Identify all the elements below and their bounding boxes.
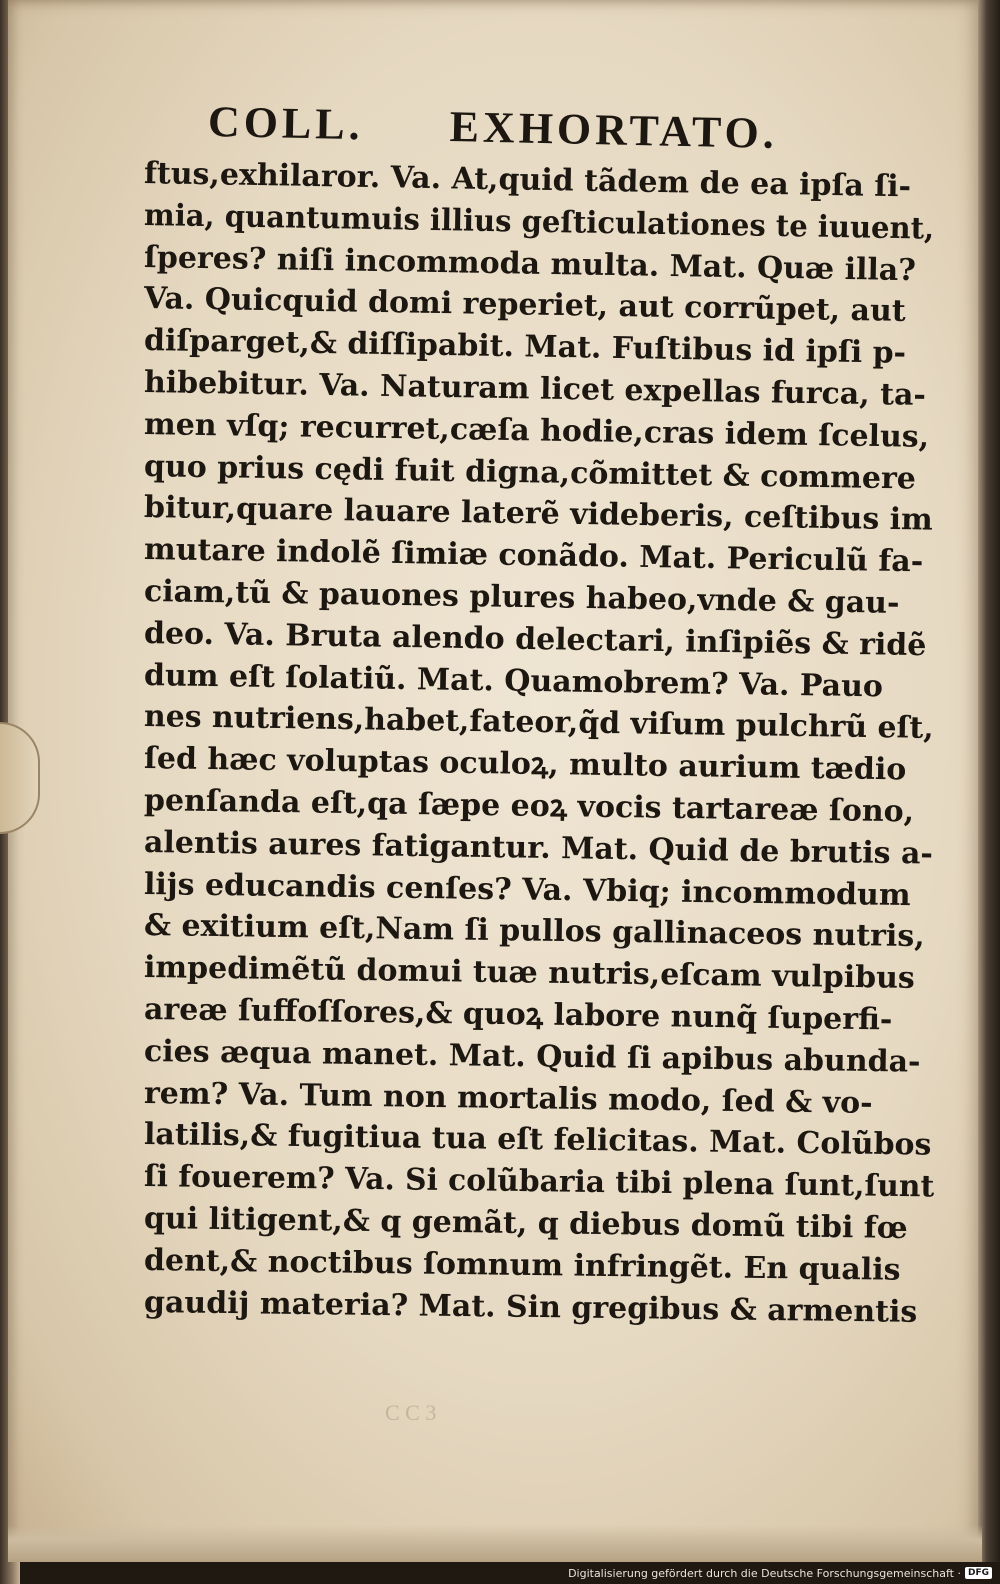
text-line: ciam,tũ & pauones plures habeo,vnde & gau- [143,573,900,621]
text-block [143,96,935,1330]
running-head-right: EXHORTATO. [449,102,779,158]
page-edge-right [978,0,1000,1562]
text-line: men vſq; recurret,cæſa hodie,cras idem ſcelus, [143,406,930,455]
text-line: nes nutriens,habet,fateor,q̃d viſum pulchrũ eſt, [143,699,934,747]
digitization-footer [568,1564,992,1582]
text-line: ſi fouerem? Va. Si colũbaria tibi plena ſunt,ſunt [143,1159,935,1205]
text-line: gaudij materia? Mat. Sin gregibus & armentis [143,1284,918,1330]
text-line: rem? Va. Tum non mortalis modo, ſed & vo- [143,1075,873,1121]
text-line: ſperes? niſi incommoda multa. Mat. Quæ illa? [143,239,917,288]
text-line: qui litigent,& q gemãt, q diebus domũ tibi fœ [143,1200,908,1246]
text-line: ſed hæc voluptas oculoꝝ, multo aurium tædio [143,741,907,788]
dfg-logo: DFG [965,1567,992,1579]
text-line: dent,& noctibus ſomnum infringẽt. En qualis [143,1242,901,1288]
text-line: impedimẽtũ domui tuæ nutris,eſcam vulpibus [143,950,916,997]
text-line: areæ ſuffoſſores,& quoꝝ labore nunq̃ ſuperfi- [143,991,893,1038]
text-line: Va. Quicquid domi reperiet, aut corrũpet, aut [143,281,906,330]
text-line: & exitium eſt,Nam ſi pullos gallinaceos nutris, [143,908,925,955]
text-line: hibebitur. Va. Naturam licet expellas furca, ta- [143,364,927,413]
text-line: dum eſt ſolatiũ. Mat. Quamobrem? Va. Pauo [143,657,884,704]
text-line: alentis aures fatigantur. Mat. Quid de brutis a- [143,824,934,872]
signature-mark: C C 3 [385,1400,437,1425]
footer-text: Digitalisierung gefördert durch die Deutsche Forschungsgemeinschaft · [568,1566,961,1580]
text-line: ftus,exhilaror. Va. At,quid tãdem de ea ipſa ſi- [143,156,912,205]
text-line: bitur,quare lauare laterẽ videberis, ceſtibus im [143,490,934,539]
text-line: penſanda eſt,qa ſæpe eoꝝ vocis tartareæ ſono, [143,782,915,830]
body-text [143,153,935,1330]
text-line: quo prius cędi fuit digna,cõmittet & commere [143,448,917,497]
page-edge-bottom [8,1525,982,1562]
text-line: lijs educandis cenſes? Va. Vbiq; incommodum [143,866,911,913]
text-line: latilis,& fugitiua tua eſt felicitas. Mat. Colũbos [143,1117,932,1163]
text-line: mia, quantumuis illius geſticulationes te iuuent, [143,197,935,247]
text-line: diſparget,& diſſipabit. Mat. Fuſtibus id ipſi p- [143,323,907,371]
running-head-left: COLL. [207,97,365,150]
text-line: mutare indolẽ ſimiæ conãdo. Mat. Periculũ fa- [143,532,924,580]
text-line: deo. Va. Bruta alendo delectari, inſipiẽs & ridẽ [143,615,927,663]
text-line: cies æqua manet. Mat. Quid ſi apibus abunda- [143,1033,921,1080]
